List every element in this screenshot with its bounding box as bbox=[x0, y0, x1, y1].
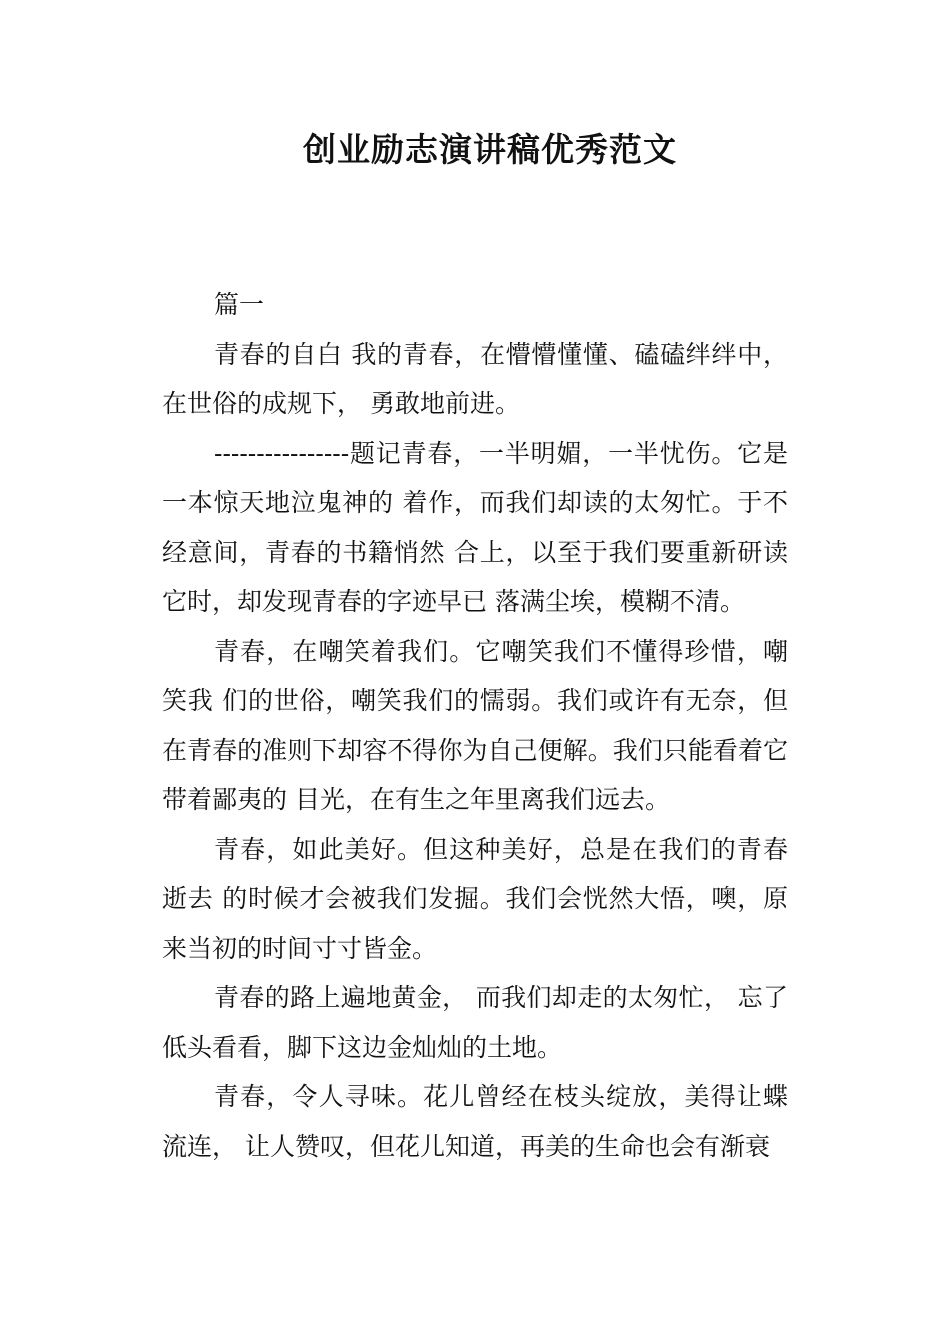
paragraph: 青春，在嘲笑着我们。它嘲笑我们不懂得珍惜，嘲笑我 们的世俗，嘲笑我们的懦弱。我们或许有无奈，但在青春的准则下却容不得你为自己便解。我们只能看着它带着鄙夷的 目光，在有生之年里离我们远去。 bbox=[162, 636, 788, 814]
document-title: 创业励志演讲稿优秀范文 bbox=[303, 130, 677, 169]
paragraph: ----------------题记青春，一半明媚，一半忧伤。它是一本惊天地泣鬼神的 着作，而我们却读的太匆忙。于不经意间，青春的书籍悄然 合上，以至于我们要重新研读它时，却发现青春的字迹早已 落满尘埃，模糊不清。 bbox=[162, 438, 788, 616]
document-body bbox=[162, 280, 788, 1171]
section-heading: 篇一 bbox=[214, 290, 265, 319]
paragraph: 青春的路上遍地黄金， 而我们却走的太匆忙， 忘了低头看看，脚下这边金灿灿的土地。 bbox=[162, 983, 788, 1062]
paragraph: 青春的自白 我的青春，在懵懵懂懂、磕磕绊绊中，在世俗的成规下， 勇敢地前进。 bbox=[162, 339, 788, 418]
paragraph: 青春，如此美好。但这种美好，总是在我们的青春逝去 的时候才会被我们发掘。我们会恍然大悟，噢，原来当初的时间寸寸皆金。 bbox=[162, 834, 788, 963]
paragraph: 青春，令人寻味。花儿曾经在枝头绽放，美得让蝶流连， 让人赞叹，但花儿知道，再美的生命也会有渐衰 bbox=[162, 1082, 788, 1161]
